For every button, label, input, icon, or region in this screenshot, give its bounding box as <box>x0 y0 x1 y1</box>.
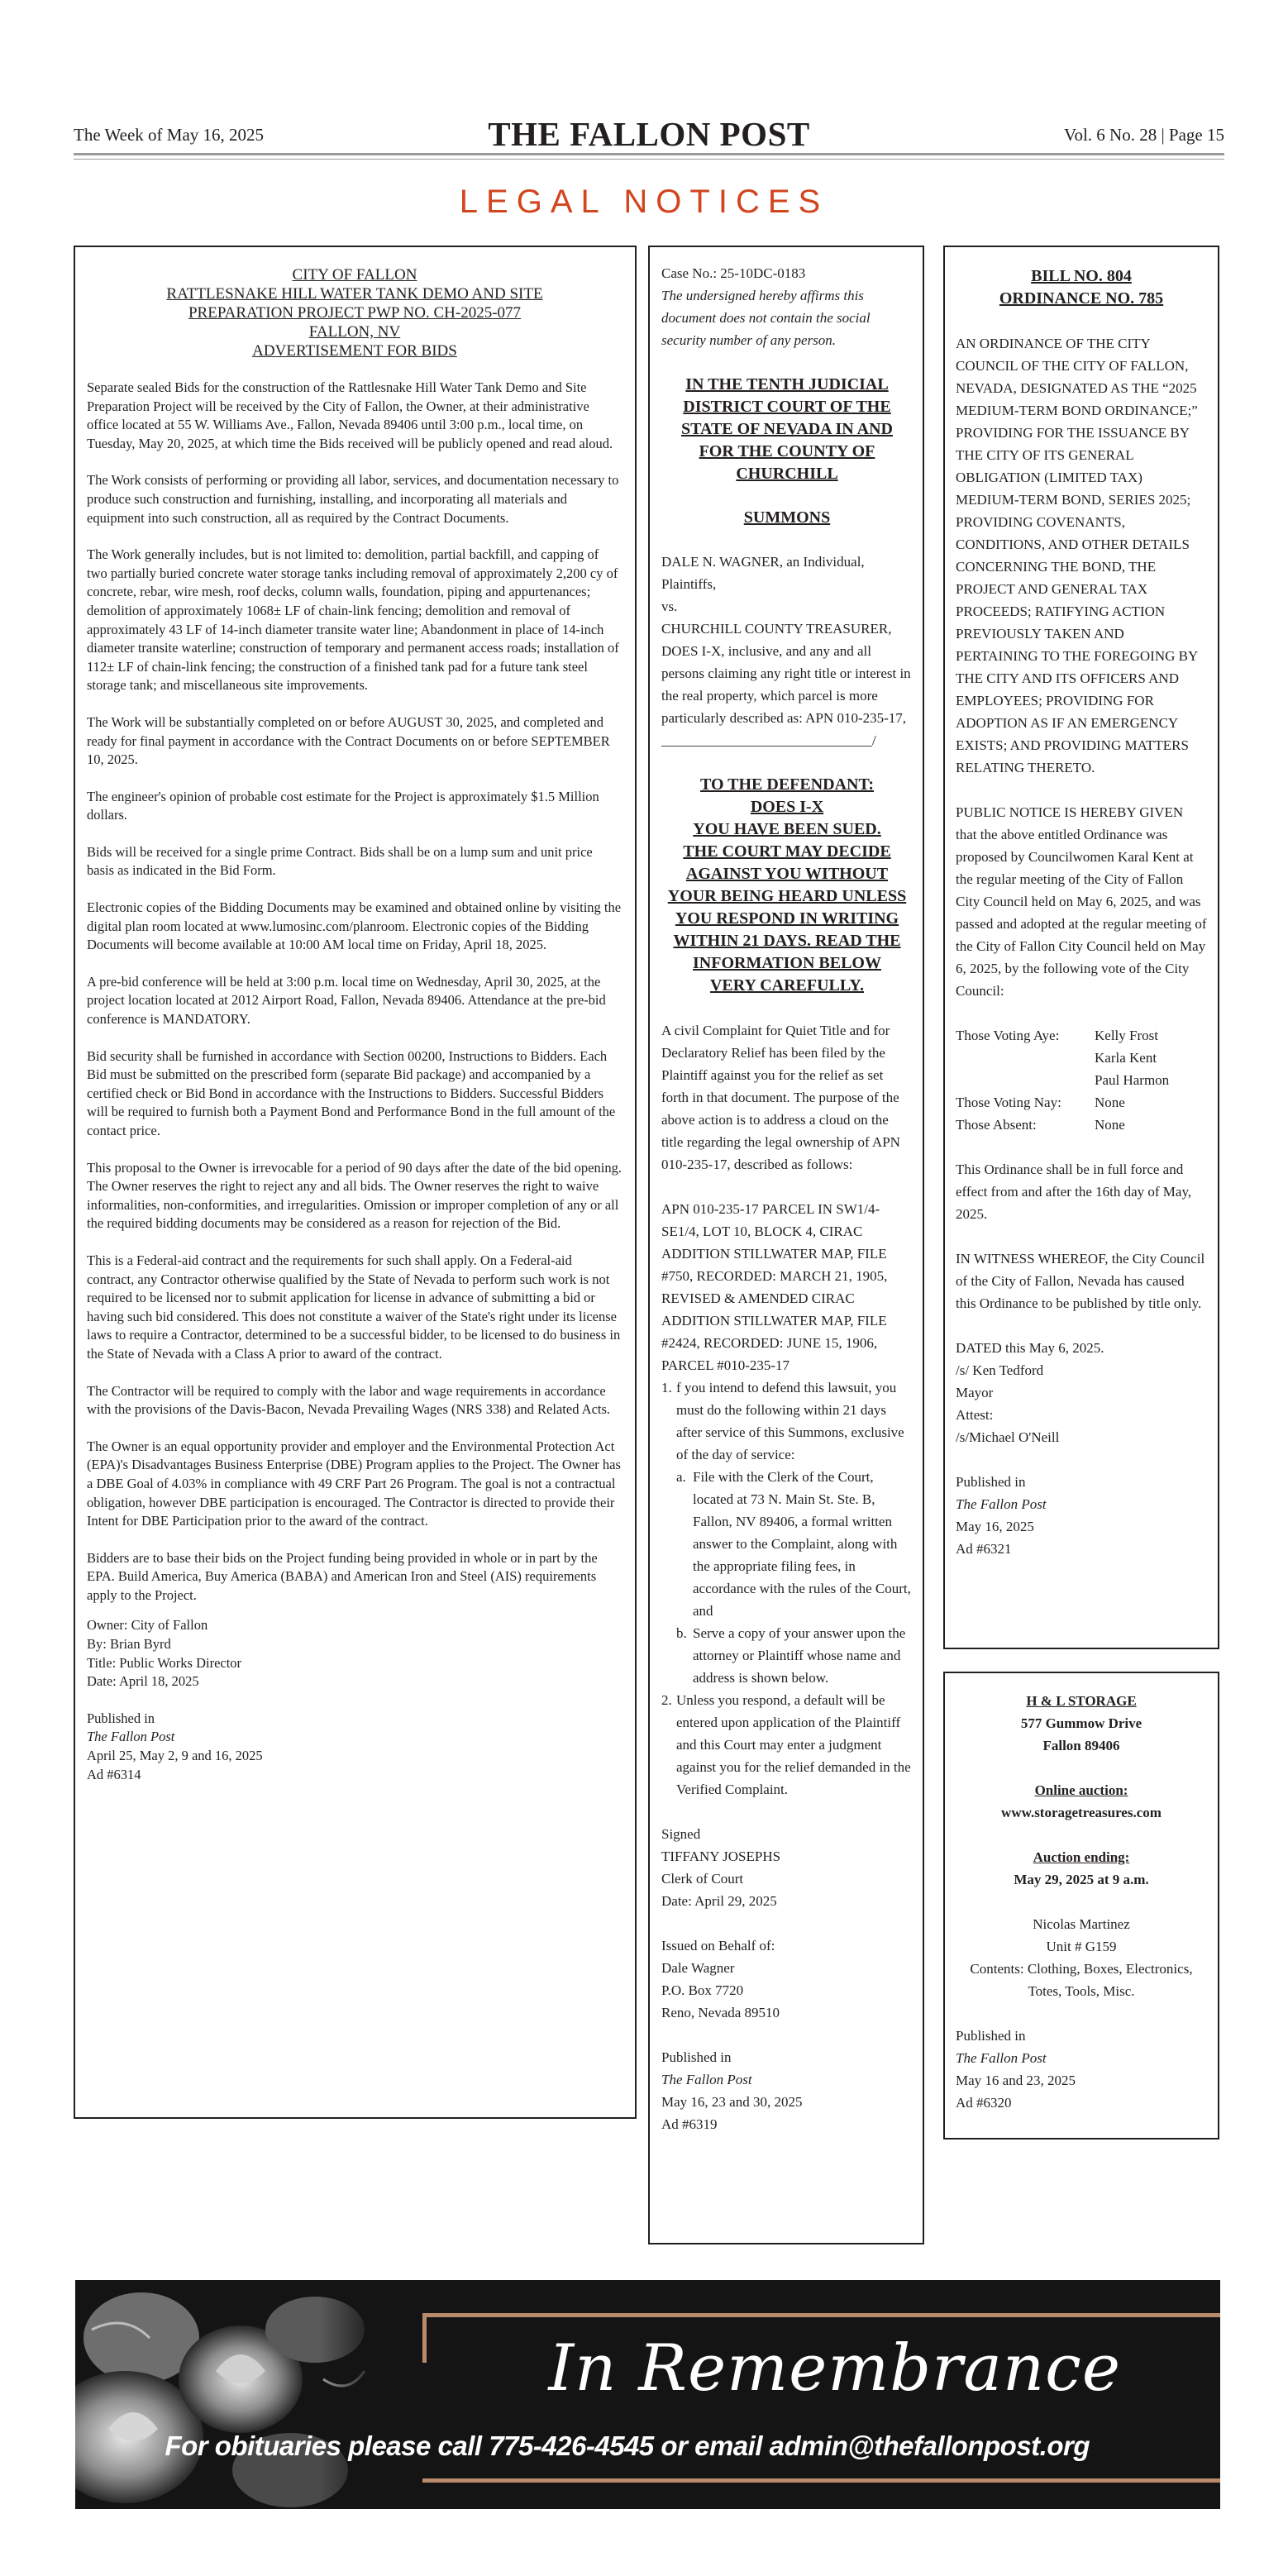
heading-line: PREPARATION PROJECT PWP NO. CH-2025-077 <box>188 304 522 322</box>
issued-line: Reno, Nevada 89510 <box>661 2005 780 2020</box>
published-label: Published in <box>956 1474 1026 1490</box>
court-line: FOR THE COUNTY OF <box>699 442 875 460</box>
vote-row <box>956 1024 1207 1047</box>
instruction-subitem: b. Serve a copy of your answer upon the attorney or Plaintiff whose name and address is shown below. <box>676 1622 913 1689</box>
bids-paragraph: Bids will be received for a single prime Contract. Bids shall be on a lump sum and unit price basis as indicated in the Bid Form. <box>87 843 593 879</box>
party-line: DALE N. WAGNER, an Individual, <box>661 554 865 570</box>
ordinance-effect: This Ordinance shall be in full force and effect from and after the 16th day of May, 2025. <box>956 1162 1192 1222</box>
bids-paragraph: The Work consists of performing or providing all labor, services, and documentation necessary to produce such construction and furnishing, installing, and incorporating all materials and equipment into such construction, all as required by the Contract Documents. <box>87 472 619 526</box>
published-label: Published in <box>87 1710 155 1726</box>
newspaper-title: THE FALLON POST <box>488 115 810 153</box>
heading-line: RATTLESNAKE HILL WATER TANK DEMO AND SITE <box>166 285 543 303</box>
complaint-text: A civil Complaint for Quiet Title and for Declaratory Relief has been filed by the Plaintiff against you for the relief as set forth in that document. The purpose of the above action is to address a cloud on the title regarding the legal ownership of APN 010-235-17, described as follows: <box>661 1023 900 1172</box>
signature-line: Title: Public Works Director <box>87 1654 242 1671</box>
vote-table <box>956 1024 1207 1136</box>
instruction-item: 1. f you intend to defend this lawsuit, you must do the following within 21 days after service of this Summons, exclusive of the day of service: a. File with the Clerk of the Court, located at 73 N. Main St. Ste. B, Fallon, NV 89406, a formal written answer to the Complaint, along with the appropriate filing fees, in accordance with the rules of the Court, and b. Serve a copy of your answer upon the attorney or Plaintiff whose name and address is shown below. <box>661 1376 913 1689</box>
online-auction <box>956 1779 1207 1824</box>
ad-number: Ad #6319 <box>661 2116 718 2132</box>
bids-paragraph: The engineer's opinion of probable cost estimate for the Project is approximately $1.5 Million dollars. <box>87 788 599 823</box>
defendant-warning <box>661 774 913 997</box>
publication-dates: May 16, 23 and 30, 2025 <box>661 2094 803 2110</box>
bids-publication <box>87 1710 623 1784</box>
signature-line: By: Brian Byrd <box>87 1636 171 1653</box>
ordinance-witness: IN WITNESS WHEREOF, the City Council of the City of Fallon, Nevada has caused this Ordinance to be published by title only. <box>956 1251 1205 1311</box>
vote-value: None <box>1095 1117 1125 1133</box>
signed-line: Clerk of Court <box>661 1871 744 1887</box>
warning-line: YOU HAVE BEEN SUED. <box>693 820 881 838</box>
vote-label <box>956 1047 1095 1069</box>
court-line: STATE OF NEVADA IN AND <box>681 420 893 438</box>
header-rule <box>74 153 1224 155</box>
vote-value: Paul Harmon <box>1095 1072 1170 1088</box>
ordinance-public-notice: PUBLIC NOTICE IS HEREBY GIVEN that the above entitled Ordinance was proposed by Councilwomen Karal Kent at the regular meeting of the City of Fallon City Council held on May 6, 2025, and was passed and adopted at the regular meeting of the City of Fallon City Council held on May 6, 2025, by the following vote of the City Council: <box>956 804 1207 999</box>
storage-address <box>956 1712 1207 1757</box>
paper-name: The Fallon Post <box>87 1729 175 1745</box>
issued-on-behalf <box>661 1934 913 2024</box>
storage-publication <box>956 2025 1207 2114</box>
decorative-frame-left <box>422 2313 427 2363</box>
publication-dates: May 16 and 23, 2025 <box>956 2073 1076 2088</box>
notice-storage-auction <box>943 1672 1219 2140</box>
ordinance-heading-line: BILL NO. 804 <box>1031 267 1132 285</box>
signed-line: TIFFANY JOSEPHS <box>661 1849 781 1864</box>
case-number: Case No.: 25-10DC-0183 <box>661 265 806 281</box>
section-title: LEGAL NOTICES <box>459 184 829 220</box>
bids-paragraph: This proposal to the Owner is irrevocable for a period of 90 days after the date of the bid opening. The Owner reserves the right to reject any and all bids. The Owner reserves the right to waive informalities, non-conformities, and irregularities. Omission or improper completion of any or all the required bidding documents may be considered as a reason for rejection of the Bid. <box>87 1159 622 1232</box>
warning-line: THE COURT MAY DECIDE <box>683 842 891 861</box>
ad-number: Ad #6314 <box>87 1766 141 1782</box>
vote-label: Those Voting Nay: <box>956 1095 1061 1110</box>
parcel-description: APN 010-235-17 PARCEL IN SW1/4-SE1/4, LOT 10, BLOCK 4, CIRAC ADDITION STILLWATER MAP, FILE #750, RECORDED: MARCH 21, 1905, REVISED & AMENDED CIRAC ADDITION STILLWATER MAP, FILE #2424, RECORDED: JUNE 15, 1906, PARCEL #010-235-17 <box>661 1201 888 1373</box>
heading-line: FALLON, NV <box>308 323 401 341</box>
summons-publication <box>661 2046 913 2135</box>
bids-paragraph: The Work generally includes, but is not limited to: demolition, partial backfill, and capping of two partially buried concrete water storage tanks including removal of approximately 2,200 cy of concrete, rebar, wire mesh, roof decks, column walls, foundation, piping and appurtenances; demolition of approximately 1068± LF of chain-link fencing; demolition and removal of approximately 43 LF of 14-inch diameter transite water line; Abandonment in place of 14-inch diameter transite waterline; construction of temporary and permanent access roads; installation of 112± LF of chain-link fencing; the construction of a finished tank pad for a future tank steel storage tank; and miscellaneous site improvements. <box>87 546 619 694</box>
court-line: IN THE TENTH JUDICIAL <box>685 375 889 394</box>
party-line: Plaintiffs, <box>661 576 717 592</box>
publication-dates: April 25, May 2, 9 and 16, 2025 <box>87 1748 263 1764</box>
signed-line: Date: April 29, 2025 <box>661 1893 777 1909</box>
bids-paragraph: This is a Federal-aid contract and the requirements for such shall apply. On a Federal-aid contract, any Contractor otherwise qualified by the State of Nevada to perform such work is not required to be licensed nor to submit application for license in advance of submitting a bid or having such bid considered. This does not constitute a waiver of the State's right under its license laws to require a Contractor, determined to be a successful bidder, to be licensed to do business in the State of Nevada with a Class A prior to award of the contract. <box>87 1252 621 1362</box>
auction-ending-date: May 29, 2025 at 9 a.m. <box>1014 1872 1149 1887</box>
rose-illustration <box>75 2280 381 2509</box>
case-parties <box>661 551 913 751</box>
warning-line: VERY CAREFULLY. <box>709 976 864 995</box>
ad-number: Ad #6321 <box>956 1541 1012 1557</box>
heading-line: ADVERTISEMENT FOR BIDS <box>252 342 457 360</box>
storage-unit <box>956 1913 1207 2002</box>
paper-name: The Fallon Post <box>661 2072 752 2087</box>
party-line: vs. <box>661 599 678 614</box>
bids-signature <box>87 1616 623 1691</box>
storage-name: H & L STORAGE <box>1026 1693 1137 1709</box>
warning-line: YOU RESPOND IN WRITING <box>675 909 899 928</box>
notice-advertisement-for-bids <box>74 246 637 2119</box>
bids-paragraph: A pre-bid conference will be held at 3:00 p.m. local time on Wednesday, April 30, 2025, at the project location located at 2012 Airport Road, Fallon, Nevada 89406. Attendance at the pre-bid conference is MANDATORY. <box>87 973 606 1028</box>
signature-line: Date: April 18, 2025 <box>87 1673 199 1690</box>
ordinance-publication <box>956 1471 1207 1560</box>
obituary-contact: For obituaries please call 775-426-4545 or email admin@thefallonpost.org <box>165 2431 1090 2461</box>
dated-line: /s/ Ken Tedford <box>956 1362 1044 1378</box>
remembrance-title: In Remembrance <box>548 2331 1121 2406</box>
publication-dates: May 16, 2025 <box>956 1519 1034 1534</box>
warning-line: AGAINST YOU WITHOUT <box>685 865 889 883</box>
vote-label <box>956 1069 1095 1091</box>
party-line: ______________________________/ <box>661 732 876 748</box>
summons-heading: SUMMONS <box>743 508 831 527</box>
online-auction-label: Online auction: <box>1034 1782 1128 1798</box>
dated-line: Mayor <box>956 1385 994 1400</box>
instruction-item: 2. Unless you respond, a default will be entered upon application of the Plaintiff and this Court may enter a judgment against you for the relief demanded in the Verified Complaint. <box>661 1689 913 1801</box>
instruction-subtext: File with the Clerk of the Court, located at 73 N. Main St. Ste. B, Fallon, NV 89406, a formal written answer to the Complaint, along with the appropriate filing fees, in accordance with the rules of the Court, and <box>693 1469 911 1619</box>
unit-contents: Contents: Clothing, Boxes, Electronics, Totes, Tools, Misc. <box>970 1961 1193 1999</box>
ordinance-body: AN ORDINANCE OF THE CITY COUNCIL OF THE CITY OF FALLON, NEVADA, DESIGNATED AS THE “2025 MEDIUM-TERM BOND ORDINANCE;” PROVIDING FOR THE ISSUANCE BY THE CITY OF ITS GENERAL OBLIGATION (LIMITED TAX) MEDIUM-TERM BOND, SERIES 2025; PROVIDING COVENANTS, CONDITIONS, AND OTHER DETAILS CONCERNING THE BOND, THE PROJECT AND GENERAL TAX PROCEEDS; RATIFYING ACTION PREVIOUSLY TAKEN AND PERTAINING TO THE FOREGOING BY THE CITY AND ITS OFFICERS AND EMPLOYEES; PROVIDING FOR ADOPTION AS IF AN EMERGENCY EXISTS; AND PROVIDING MATTERS RELATING THERETO. <box>956 336 1198 775</box>
warning-line: TO THE DEFENDANT: <box>699 775 875 794</box>
tenant-name: Nicolas Martinez <box>1033 1916 1130 1932</box>
auction-website: www.storagetreasures.com <box>1001 1805 1162 1820</box>
court-line: CHURCHILL <box>736 465 838 483</box>
bids-heading <box>87 265 623 360</box>
unit-number: Unit # G159 <box>1046 1939 1117 1954</box>
ordinance-dated <box>956 1337 1207 1448</box>
vote-row <box>956 1114 1207 1136</box>
issued-line: Dale Wagner <box>661 1960 735 1976</box>
paper-name: The Fallon Post <box>956 2050 1047 2066</box>
vote-row <box>956 1069 1207 1091</box>
address-line: Fallon 89406 <box>1042 1738 1120 1753</box>
issued-line: Issued on Behalf of: <box>661 1938 775 1953</box>
instruction-text: f you intend to defend this lawsuit, you must do the following within 21 days after service of this Summons, exclusive of the day of service: <box>676 1380 904 1462</box>
signature-line: Owner: City of Fallon <box>87 1617 208 1634</box>
header-rule-thin <box>74 159 1224 160</box>
vote-value: Kelly Frost <box>1095 1028 1158 1043</box>
dated-line: /s/Michael O'Neill <box>956 1429 1060 1445</box>
warning-line: INFORMATION BELOW <box>693 954 881 972</box>
issued-line: P.O. Box 7720 <box>661 1982 744 1998</box>
bids-paragraph: Separate sealed Bids for the construction of the Rattlesnake Hill Water Tank Demo and Site Preparation Project will be received by the City of Fallon, the Owner, at their administrative office located at 55 W. Williams Ave., Fallon, Nevada 89406 until 3:00 p.m., local time, on Tuesday, May 20, 2025, at which time the Bids received will be publicly opened and read aloud. <box>87 379 613 451</box>
warning-line: DOES I-X <box>750 798 824 816</box>
warning-line: WITHIN 21 DAYS. READ THE <box>673 932 901 950</box>
vote-value: None <box>1095 1095 1125 1110</box>
bids-paragraph: Bid security shall be furnished in accordance with Section 00200, Instructions to Bidders. Each Bid must be submitted on the prescribed form (separate Bid package) and accompanied by a certified check or Bid Bond in accordance with the Instructions to Bidders. Successful Bidders will be required to furnish both a Payment Bond and Performance Bond in the full amount of the contact price. <box>87 1047 616 1138</box>
bids-paragraph: The Contractor will be required to comply with the labor and wage requirements in accordance with the provisions of the Davis-Bacon, Nevada Prevailing Wages (NRS 338) and Related Acts. <box>87 1382 611 1418</box>
bids-paragraph: The Work will be substantially completed on or before AUGUST 30, 2025, and completed and ready for final payment in accordance with the Contract Documents on or before SEPTEMBER 10, 2025. <box>87 713 610 768</box>
vote-label: Those Voting Aye: <box>956 1028 1060 1043</box>
ad-number: Ad #6320 <box>956 2095 1012 2111</box>
bids-paragraph: Electronic copies of the Bidding Documents may be examined and obtained online by visiting the digital plan room located at www.lumosinc.com/planroom. Electronic copies of the Bidding Documents will become available at 10:00 AM local time on Friday, April 18, 2025. <box>87 899 622 953</box>
dated-line: Attest: <box>956 1407 994 1423</box>
vote-label: Those Absent: <box>956 1117 1037 1133</box>
auction-ending <box>956 1846 1207 1891</box>
court-heading <box>661 374 913 485</box>
instruction-subitem: a. File with the Clerk of the Court, located at 73 N. Main St. Ste. B, Fallon, NV 89406, a formal written answer to the Complaint, along with the appropriate filing fees, in accordance with the rules of the Court, and <box>676 1466 913 1622</box>
dated-line: DATED this May 6, 2025. <box>956 1340 1104 1356</box>
court-line: DISTRICT COURT OF THE <box>683 398 891 416</box>
ordinance-heading-line: ORDINANCE NO. 785 <box>999 289 1164 308</box>
remembrance-banner <box>75 2280 1220 2509</box>
volume-page: Vol. 6 No. 28 | Page 15 <box>1064 125 1224 145</box>
ssn-affirmation: The undersigned hereby affirms this document does not contain the social security number of any person. <box>661 288 871 348</box>
vote-row <box>956 1047 1207 1069</box>
instruction-text: Unless you respond, a default will be entered upon application of the Plaintiff and this Court may enter a judgment against you for the relief demanded in the Verified Complaint. <box>676 1692 911 1797</box>
clerk-signature <box>661 1823 913 1912</box>
signed-line: Signed <box>661 1826 701 1842</box>
issue-week: The Week of May 16, 2025 <box>74 125 265 145</box>
instruction-subtext: Serve a copy of your answer upon the attorney or Plaintiff whose name and address is shown below. <box>693 1625 906 1686</box>
notice-summons <box>648 246 924 2244</box>
published-label: Published in <box>661 2049 732 2065</box>
paper-name: The Fallon Post <box>956 1496 1047 1512</box>
notice-ordinance <box>943 246 1219 1649</box>
heading-line: CITY OF FALLON <box>292 266 417 284</box>
published-label: Published in <box>956 2028 1026 2044</box>
ordinance-heading <box>956 265 1207 310</box>
vote-value: Karla Kent <box>1095 1050 1157 1066</box>
masthead <box>74 114 1224 153</box>
bids-paragraph: The Owner is an equal opportunity provider and employer and the Environmental Protection Act (EPA)'s Disadvantages Business Enterprise (DBE) Program applies to the Project. The Owner has a DBE Goal of 4.03% in compliance with 49 CRF Part 26 Program. The goal is not a contractual obligation, however DBE participation is encouraged. The Contractor is directed to provide their Intent for DBE Participation prior to the award of the contract. <box>87 1438 621 1529</box>
address-line: 577 Gummow Drive <box>1020 1715 1143 1731</box>
bids-paragraph: Bidders are to base their bids on the Project funding being provided in whole or in part by the EPA. Build America, Buy America (BABA) and American Iron and Steel (AIS) requirements apply to the Project. <box>87 1549 598 1603</box>
warning-line: YOUR BEING HEARD UNLESS <box>667 887 907 905</box>
party-line: CHURCHILL COUNTY TREASURER, DOES I-X, inclusive, and any and all persons claiming any right title or interest in the real property, which parcel is more particularly described as: APN 010-235-17, <box>661 621 911 726</box>
auction-ending-label: Auction ending: <box>1033 1849 1130 1865</box>
instructions-list <box>661 1376 913 1801</box>
vote-row <box>956 1091 1207 1114</box>
